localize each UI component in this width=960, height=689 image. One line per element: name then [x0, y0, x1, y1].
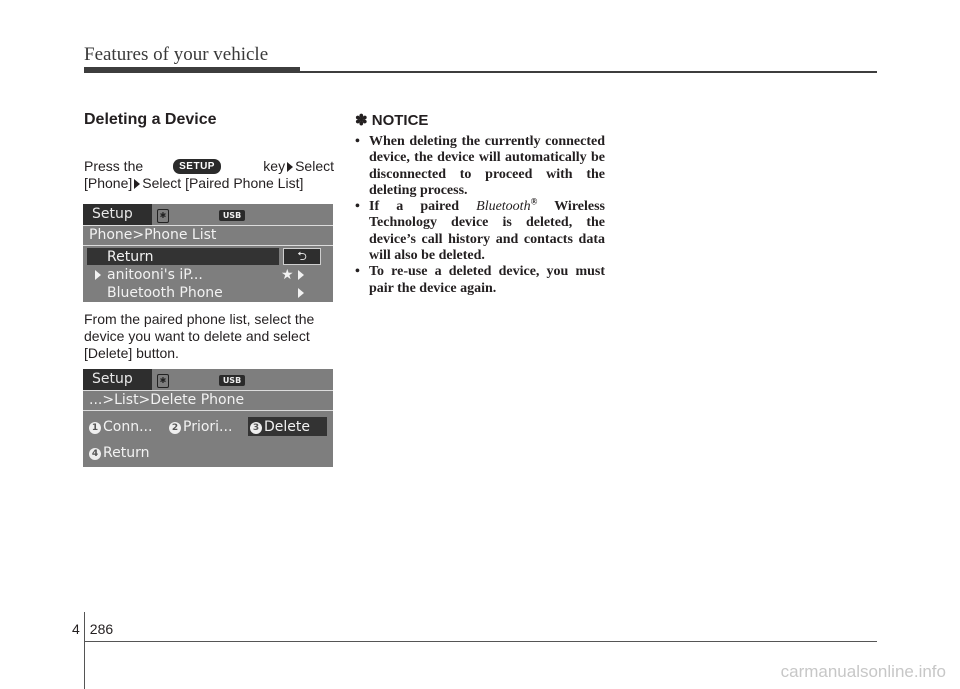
number-4-icon: 4	[89, 448, 101, 460]
registered-mark: ®	[530, 196, 538, 207]
arrow-right-icon	[134, 179, 140, 189]
option-label: Return	[103, 445, 150, 461]
footer-vertical-rule	[84, 612, 85, 689]
number-3-icon: 3	[250, 422, 262, 434]
notice-item: • When deleting the currently connected device, the device will automatically be disconnected to proceed with the deleting process.	[355, 134, 605, 199]
bluetooth-icon: ✱	[157, 374, 169, 388]
bluetooth-icon: ✱	[157, 209, 169, 223]
setup-tab: Setup	[83, 204, 152, 225]
footer-rule	[84, 641, 877, 642]
list-item-return[interactable]: Return	[107, 249, 154, 265]
delete-instruction-paragraph: From the paired phone list, select the device you want to delete and select [Delete] button.	[84, 311, 315, 361]
option-label: Delete	[264, 419, 310, 435]
delete-phone-breadcrumb: ...>List>Delete Phone	[89, 392, 245, 408]
number-1-icon: 1	[89, 422, 101, 434]
chevron-right-icon	[298, 288, 304, 298]
notice-title: ✽ NOTICE	[355, 112, 429, 129]
list-item-device[interactable]: anitooni's iP...	[107, 267, 203, 283]
setup-tab: Setup	[83, 369, 152, 390]
key-text	[263, 158, 334, 175]
notice-item	[355, 196, 605, 264]
phone-list-breadcrumb: Phone>Phone List	[89, 227, 217, 243]
option-delete[interactable]	[250, 418, 310, 436]
select-paired-list-text: Select [Paired Phone List]	[142, 175, 304, 191]
option-label: Conn...	[103, 419, 153, 435]
notice-text: If a paired	[369, 199, 477, 215]
page-number-value: 286	[89, 621, 114, 637]
chevron-right-icon	[298, 270, 304, 280]
screen-rule	[83, 245, 333, 246]
select-word: Select	[295, 158, 334, 174]
chapter-number: 4	[72, 621, 80, 637]
phone-menu-text: [Phone]	[84, 175, 133, 191]
instruction-paragraph	[84, 158, 334, 192]
option-return[interactable]	[89, 444, 149, 462]
phone-list-screen	[83, 204, 333, 302]
header-title: Features of your vehicle	[84, 44, 269, 65]
setup-key-badge: SETUP	[173, 159, 221, 174]
star-icon: ★	[281, 267, 294, 283]
option-label: Priori...	[183, 419, 233, 435]
key-word: key	[263, 158, 286, 174]
back-arrow-icon[interactable]: ⮌	[283, 248, 321, 265]
number-2-icon: 2	[169, 422, 181, 434]
page-number	[72, 621, 113, 637]
option-priority[interactable]	[169, 418, 232, 436]
bluetooth-brand-text: Bluetooth	[476, 199, 531, 215]
notice-text: Wireless Technology device is deleted, the device’s call history and contacts data will also be deleted.	[369, 199, 605, 264]
notice-item: • To re-use a deleted device, you must pair the device again.	[355, 264, 605, 297]
chevron-right-icon	[95, 270, 101, 280]
watermark: carmanualsonline.info	[780, 662, 946, 681]
usb-badge: USB	[219, 375, 245, 386]
header-divider	[84, 71, 877, 73]
notice-list	[355, 134, 605, 297]
press-text: Press the	[84, 158, 144, 174]
option-connect[interactable]	[89, 418, 152, 436]
usb-badge: USB	[219, 210, 245, 221]
screen-rule	[83, 410, 333, 411]
list-item-bluetooth-phone[interactable]: Bluetooth Phone	[107, 285, 223, 301]
section-heading: Deleting a Device	[84, 111, 217, 128]
delete-phone-screen	[83, 369, 333, 467]
arrow-right-icon	[287, 162, 293, 172]
